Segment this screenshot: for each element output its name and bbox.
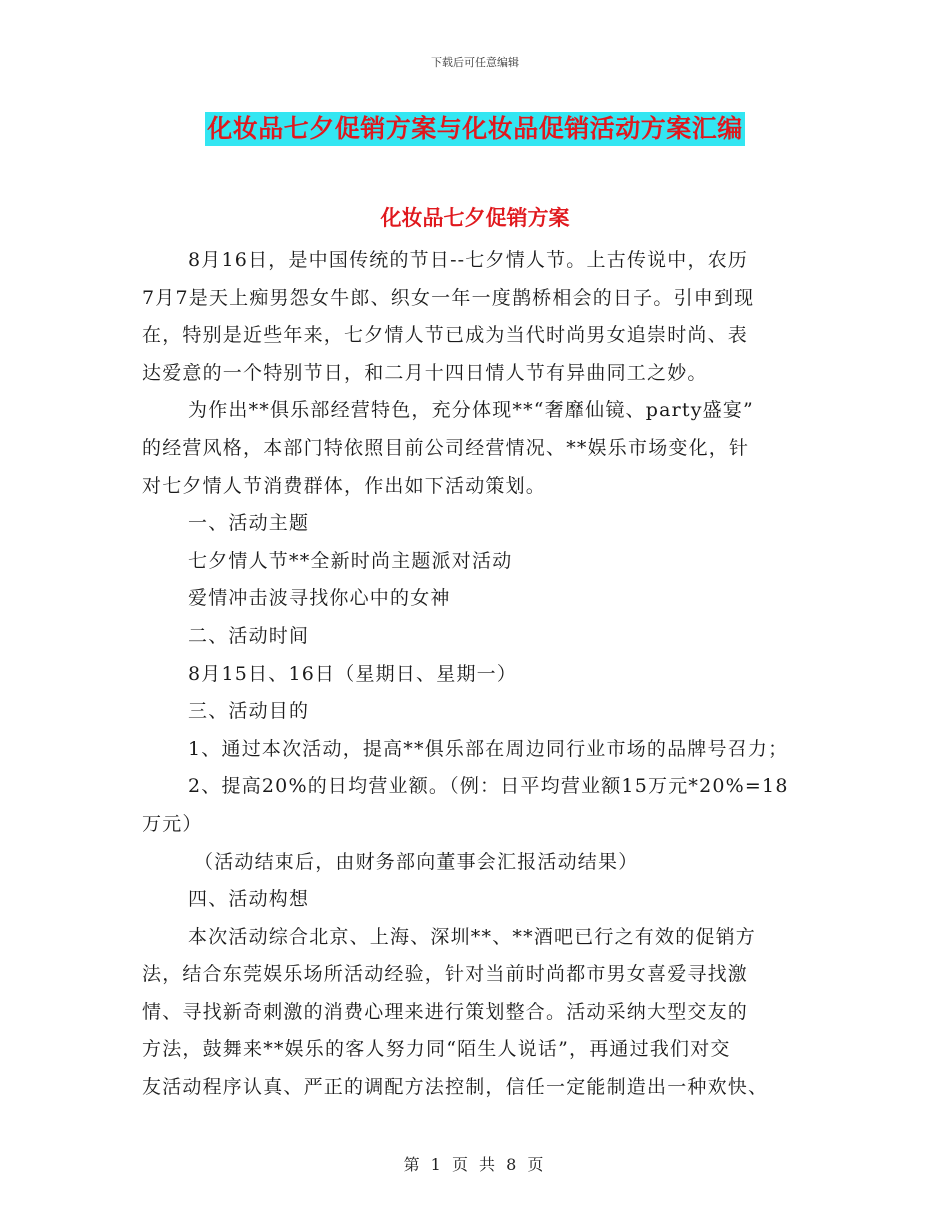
paragraph-line: 万元） bbox=[142, 812, 203, 835]
heading-activity-concept: 四、活动构想 bbox=[188, 888, 310, 911]
heading-activity-purpose: 三、活动目的 bbox=[188, 700, 310, 723]
main-title-wrap bbox=[0, 112, 950, 146]
paragraph-line: 情、寻找新奇刺激的消费心理来进行策划整合。活动采纳大型交友的 bbox=[142, 1000, 749, 1023]
paragraph-line: 七夕情人节**全新时尚主题派对活动 bbox=[188, 549, 513, 572]
paragraph-line: 8月15日、16日（星期日、星期一） bbox=[188, 662, 518, 685]
document-title: 化妆品七夕促销方案与化妆品促销活动方案汇编 bbox=[205, 112, 745, 146]
paragraph-line: 达爱意的一个特别节日，和二月十四日情人节有异曲同工之妙。 bbox=[142, 361, 708, 384]
paragraph-line: 对七夕情人节消费群体，作出如下活动策划。 bbox=[142, 474, 547, 497]
paragraph-line: 8月16日，是中国传统的节日--七夕情人节。上古传说中，农历 bbox=[188, 249, 749, 271]
body-text bbox=[142, 242, 810, 1107]
paragraph-line: 的经营风格，本部门特依照目前公司经营情况、**娱乐市场变化，针 bbox=[142, 436, 750, 459]
page-footer: 第 1 页 共 8 页 bbox=[403, 1155, 547, 1174]
paragraph-line: 友活动程序认真、严正的调配方法控制，信任一定能制造出一种欢快、 bbox=[142, 1076, 769, 1099]
heading-activity-theme: 一、活动主题 bbox=[188, 512, 310, 535]
paragraph-line: （活动结束后，由财务部向董事会汇报活动结果） bbox=[194, 850, 639, 873]
paragraph-line: 2、提高20%的日均营业额。（例：日平均营业额15万元*20%=18 bbox=[188, 775, 789, 798]
paragraph-line: 本次活动综合北京、上海、深圳**、**酒吧已行之有效的促销方 bbox=[188, 925, 757, 948]
paragraph-line: 1、通过本次活动，提高**俱乐部在周边同行业市场的品牌号召力； bbox=[188, 737, 789, 760]
header-note: 下载后可任意编辑 bbox=[431, 56, 519, 69]
paragraph-line: 为作出**俱乐部经营特色，充分体现**“奢靡仙镜、party盛宴” bbox=[188, 399, 754, 422]
paragraph-line: 7月7是天上痴男怨女牛郎、织女一年一度鹊桥相会的日子。引申到现 bbox=[142, 286, 755, 309]
section-title: 化妆品七夕促销方案 bbox=[380, 206, 570, 230]
paragraph-line: 法，结合东莞娱乐场所活动经验，针对当前时尚都市男女喜爱寻找激 bbox=[142, 963, 749, 986]
paragraph-line: 爱情冲击波寻找你心中的女神 bbox=[188, 587, 451, 610]
paragraph-line: 方法，鼓舞来**娱乐的客人努力同“陌生人说话”，再通过我们对交 bbox=[142, 1038, 731, 1061]
heading-activity-time: 二、活动时间 bbox=[188, 624, 310, 647]
paragraph-line: 在，特别是近些年来，七夕情人节已成为当代时尚男女追崇时尚、表 bbox=[142, 324, 749, 347]
